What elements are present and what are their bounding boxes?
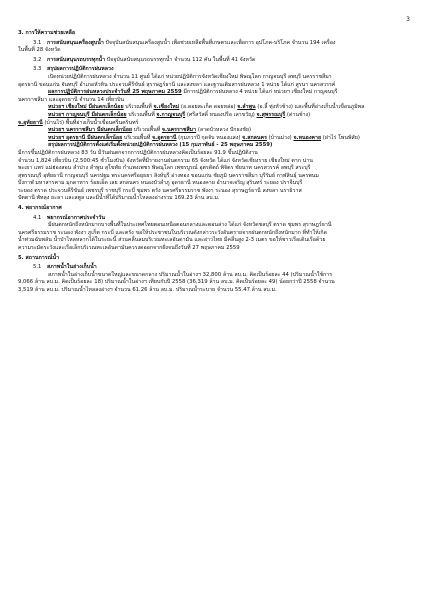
unit-text: (ลาดบัวหลวง ปักธงชัย) — [196, 127, 252, 134]
summary-line: ปัตตานี พัทลุง ยะลา และสตูล และมีน้ำที่ได้ปริมาณน้ำไหลลงอ่างรวม 169.23 ล้าน ลบ.ม. — [18, 195, 220, 202]
unit-text: บริเวณพื้นที่ — [122, 134, 153, 141]
unit-nakhonratchasima — [48, 127, 408, 135]
daily-result-title: ผลการปฏิบัติการฝนหลวงประจำวันที่ 25 พฤษภาคม 2559 — [48, 89, 182, 96]
section-3-1-cont: ในพื้นที่ 28 จังหวัด — [18, 47, 61, 54]
province-name: จ.อุทัยธานี — [18, 119, 43, 126]
province-name: จ.สกลนคร — [242, 134, 267, 141]
forecast-line: ความระมัดระวังและเรือเล็กบริเวณทะเลอันดามันควรงดออกจากฝั่งจนถึงวันที่ 27 พฤษภาคม 2559 — [18, 245, 240, 252]
section-3-2 — [33, 57, 408, 65]
paragraph-line: เปิดหน่วยปฏิบัติการฝนหลวง จำนวน 11 ศูนย์ ได้แก่ หน่วยปฏิบัติการจังหวัดเชียงใหม่ พิษณุโลก กาญจนบุรี ลพบุรี นครราชสีมา — [48, 73, 332, 80]
unit-kanchanaburi — [48, 112, 408, 120]
summary-line: บึงกาฬ มหาสารคาม มุกดาหาร ร้อยเอ็ด เลย สกลนคร หนองบัวลำภู อุดรธานี หนองคาย อำนาจเจริญ สุรินทร์ ระยอง ปราจีนบุรี — [18, 180, 303, 187]
summary-heading: สรุปผลการปฏิบัติการตั้งแต่เริ่มตั้งหน่วยปฏิบัติการฝนหลวง (15 กุมภาพันธ์ - 25 พฤษภาคม 2559) — [48, 142, 273, 149]
summary-line: จำนวน 1,824 เที่ยวบิน (2,500:45 ชั่วโมงบิน) จังหวัดที่มีรายงานฝนตกรวม 65 จังหวัด ได้แก่ จังหวัดเชียงราย เชียงใหม่ ตาก น่าน — [18, 157, 313, 164]
province-name: จ.นครราชสีมา — [161, 127, 197, 134]
unit-text: บริเวณพื้นที่ — [132, 127, 162, 134]
province-name: จ.สุพรรณบุรี — [256, 111, 286, 118]
unit-title: หน่วยฯ นครราชสีมา มีฝนตกเล็กน้อย — [48, 127, 133, 134]
section-3-3-title: สรุปผลการปฏิบัติการฝนหลวง — [47, 66, 114, 73]
section-3-2-title: การสนับสนุนรถบรรทุกน้ำ — [47, 56, 106, 63]
reservoir-line: 3,519 ล้าน ลบ.ม. ปริมาณน้ำไหลลงอ่างฯ จำนวน 61.26 ล้าน ลบ.ม. ปริมาณน้ำระบาย จำนวน 55.47 ล้าน ลบ.ม. — [18, 287, 277, 293]
forecast-line: นครศรีธรรมราช ระนอง พังงา ภูเก็ต กระบี่ และตรัง ขอให้ประชาชนในบริเวณดังกล่าวระวังอันตรายจากฝนตกหนักถึงหนักมาก ที่ทำให้เกิด — [18, 229, 328, 236]
section-3-1 — [33, 40, 408, 48]
section-4-heading: 4. พยากรณ์อากาศ — [18, 205, 62, 212]
unit-text: (บ้านม่วง) — [266, 134, 294, 141]
section-3-2-text: ปัจจุบันสนับสนุนรถบรรทุกน้ำ จำนวน 112 คัน ในพื้นที่ 41 จังหวัด — [105, 56, 256, 63]
document-body — [18, 28, 408, 295]
unit-title: หน่วยฯ อุดรธานี มีฝนตกเล็กน้อย — [48, 134, 123, 141]
section-4-1-title: พยากรณ์อากาศประจำวัน — [47, 214, 105, 221]
unit-title: หน่วยฯ เชียงใหม่ มีฝนตกเล็กน้อย — [48, 104, 124, 111]
unit-chiangmai — [48, 104, 408, 112]
reservoir-line: 9,066 ล้าน ลบ.ม. คิดเป็นร้อยละ 18) ปริมาณน้ำในอ่างฯ เทียบกับปี 2558 (36,319 ล้าน ลบ.ม. คิดเป็นร้อยละ 49) น้อยกว่าปี 2558 จำนวน — [18, 279, 335, 286]
section-3-1-title: การสนับสนุนเครื่องสูบน้ำ — [47, 39, 104, 46]
paragraph-line: อุดรธานี ขอนแก่น จันทบุรี อำเภอหัวหิน ประจวบคีรีขันธ์ สุราษฎร์ธานี และสงขลา และฐานเติมสารฝนหลวง 1 หน่วย ได้แก่ สูรนา นครสวรรค์ — [18, 81, 336, 88]
section-3-3 — [33, 66, 408, 74]
page-number: 3 — [406, 16, 410, 23]
section-3-1-text: ปัจจุบันสนับสนุนเครื่องสูบน้ำ เพื่อช่วยเหลือพื้นที่เกษตรและเพื่อการ อุปโภค-บริโภค จำนวน 194 เครื่อง — [103, 39, 336, 46]
forecast-line: น้ำท่วมฉับพลัน น้ำป่าไหลหลากได้ในระยะนี้ ส่วนคลื่นลมบริเวณทะเลอันดามัน และอ่าวไทย มีคลื่นสูง 2-3 เมตร ขอให้ชาวเรือเดินเรือด้วย — [18, 237, 326, 244]
unit-text: (อ.ดอยสะเก็ด ดอยหล่อ) — [179, 104, 238, 111]
unit-text: (บ้านไร่) พื้นที่อ่างเก็บน้ำเขื่อนศรีนครินทร์ — [42, 119, 139, 126]
daily-result-line — [48, 89, 408, 97]
section-5-1-title: สภาพน้ำในอ่างเก็บน้ำ — [47, 264, 97, 271]
section-5-heading: 5. สถานการณ์น้ำ — [18, 254, 60, 261]
summary-line: ระยอง ตราด ประจวบคีรีขันธ์ เพชรบุรี ราชบุรี กระบี่ ชุมพร ตรัง นครศรีธรรมราช พังงา ระนอง สุราษฎร์ธานี สงขลา นราธิวาส — [18, 187, 302, 194]
unit-text: (อ.ลี้ ทุ่งหัวช้าง) และพื้นที่อ่างเก็บน้ำเขื่อนภูมิพล — [255, 104, 365, 111]
unit-text: (ศรีสวัสดิ์ หนองปรือ เลาขวัญ) — [185, 111, 257, 118]
unit-text: (ฝาไร่ โพนพิสัย) — [321, 134, 360, 141]
province-name: จ.ลำพูน — [237, 104, 256, 111]
summary-line: พะเยา แพร่ แม่ฮ่องสอน ลำปาง ลำพูน สุโขทัย กำแพงเพชร พิษณุโลก เพชรบูรณ์ อุตรดิตถ์ พิจิตร ชัยนาท นครสวรรค์ ลพบุรี สระบุรี — [18, 165, 311, 172]
paragraph-line: นครราชสีมา และอุดรธานี จำนวน 14 เที่ยวบิน — [18, 96, 125, 103]
section-5-1 — [33, 264, 408, 272]
summary-line: สุพรรณบุรี อุทัยธานี กาญจนบุรี นครปฐม พระนครศรีอยุธยา สิงห์บุรี อ่างทอง ขอนแก่น ชัยภูมิ นครราชสีมา บุรีรัมย์ กาฬสินธุ์ นครพนม — [18, 172, 319, 179]
section-number: 5.1 — [33, 264, 42, 271]
forecast-line: มีฝนตกหนักถึงหนักมากบางพื้นที่ในประเทศไทยตอนเหนือตอนกลางและตอนล่าง ได้แก่ จังหวัดชลบุรี ตราด ชุมพร สุราษฎร์ธานี — [48, 222, 332, 229]
unit-title: หน่วยฯ กาญจนบุรี มีฝนตกเล็กน้อย — [48, 111, 127, 118]
province-name: จ.หนองคาย — [293, 134, 322, 141]
summary-line: มีการขึ้นปฏิบัติการฝนหลวง 83 วัน มีวันฝนตกจากการปฏิบัติการฝนหลวงคิดเป็นร้อยละ 91.9 ขึ้นปฏิบัติงาน — [18, 149, 258, 156]
province-name: จ.กาญจนบุรี — [156, 111, 186, 118]
section-number: 3.1 — [33, 39, 42, 46]
reservoir-line: สภาพน้ำในอ่างเก็บน้ำขนาดใหญ่และขนาดกลาง ปริมาณน้ำในอ่างฯ 32,800 ล้าน ลบ.ม. คิดเป็นร้อยละ 44 (ปริมาณน้ำใช้การ — [48, 271, 333, 278]
unit-kanchanaburi-cont — [18, 120, 408, 128]
unit-text: (ด่านช้าง) — [285, 111, 311, 118]
section-number: 3.2 — [33, 56, 42, 63]
unit-text: บริเวณพื้นที่ — [126, 111, 157, 118]
unit-text: บริเวณพื้นที่ — [123, 104, 154, 111]
section-3-heading: 3. การให้ความช่วยเหลือ — [18, 30, 76, 36]
section-number: 4.1 — [33, 214, 42, 221]
section-number: 3.3 — [33, 66, 42, 73]
province-name: จ.เชียงใหม่ — [153, 104, 180, 111]
province-name: จ.อุดรธานี — [152, 134, 177, 141]
daily-result-text: มีการปฏิบัติการฝนหลวง 4 หน่วย ได้แก่ หน่วยฯ เชียงใหม่ กาญจนบุรี — [181, 89, 338, 96]
unit-text: (กุมภวาปี กุดจับ หนองแสง) — [176, 134, 243, 141]
